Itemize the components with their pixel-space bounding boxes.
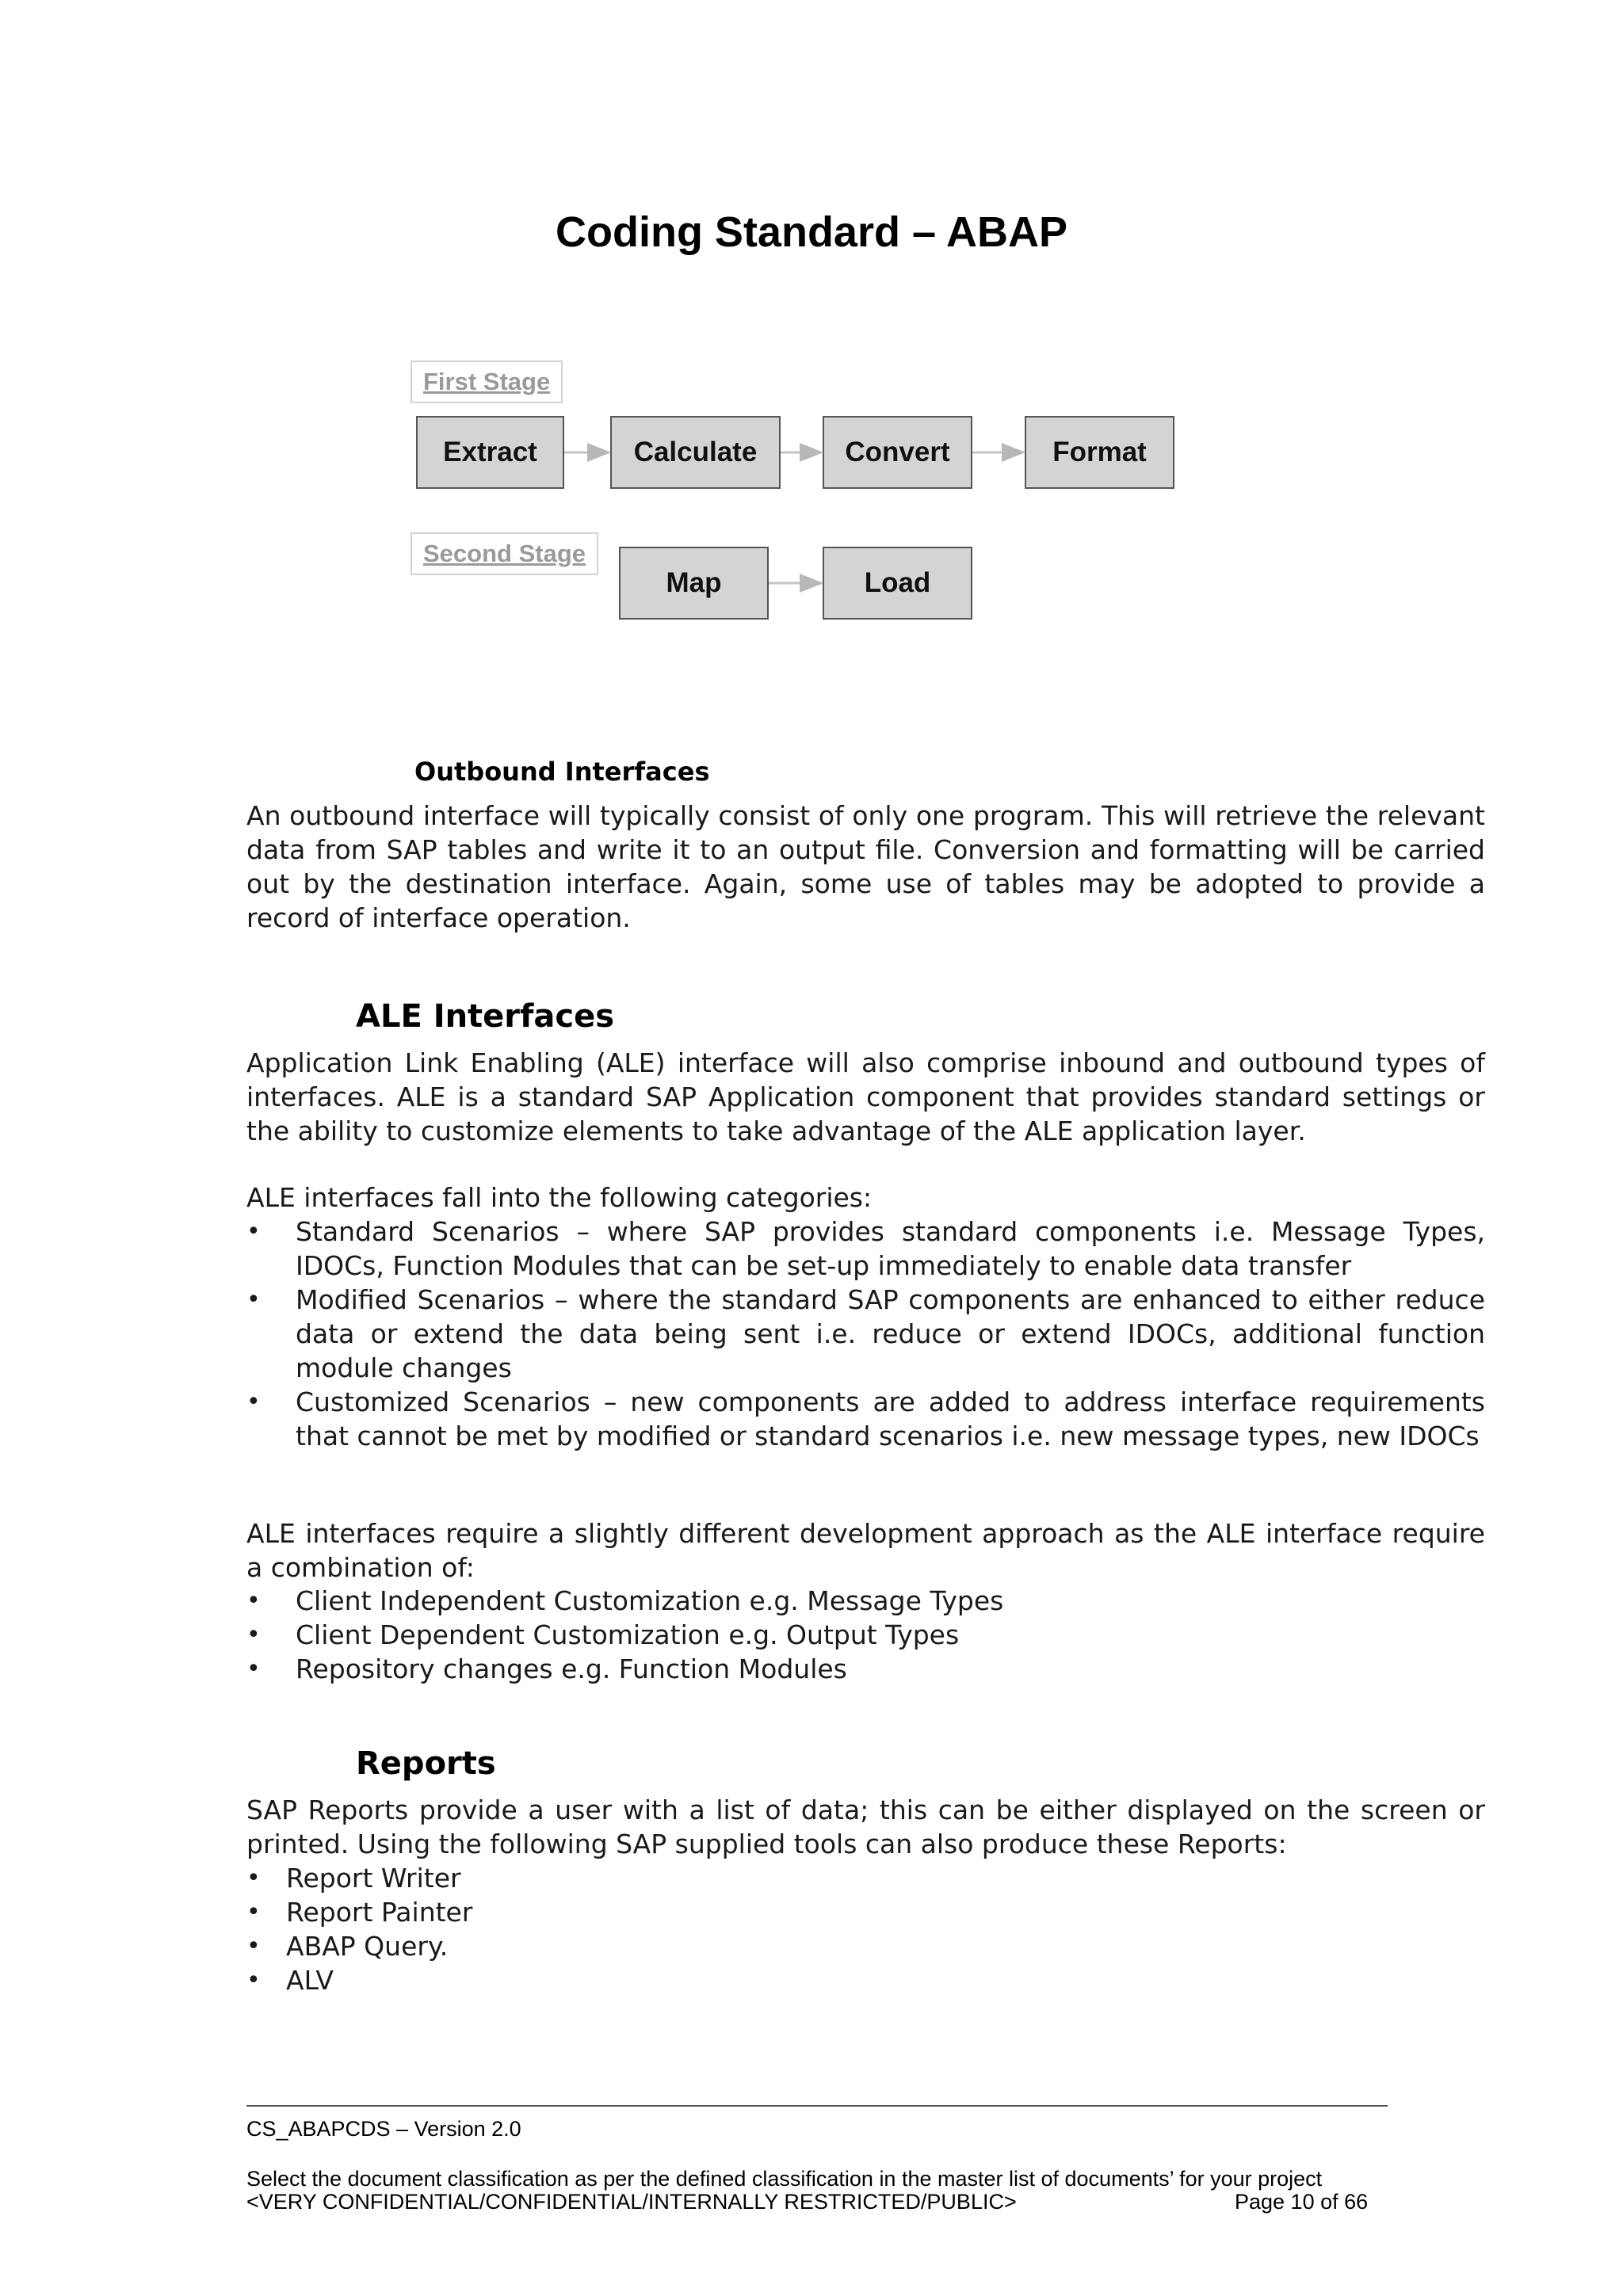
- bullet-icon: •: [246, 1864, 261, 1892]
- bullet-icon: •: [246, 1621, 261, 1649]
- list-item: • Repository changes e.g. Function Modules: [246, 1653, 847, 1684]
- list-item: • Report Painter: [246, 1897, 473, 1928]
- bullet-icon: •: [246, 1898, 261, 1926]
- reports-heading: Reports: [356, 1745, 496, 1782]
- footer-classification-options: <VERY CONFIDENTIAL/CONFIDENTIAL/INTERNALLY RESTRICTED/PUBLIC>: [246, 2190, 1017, 2214]
- list-item: • Report Writer: [246, 1863, 461, 1894]
- outbound-heading: Outbound Interfaces: [414, 757, 710, 787]
- step-map: Map: [619, 547, 769, 620]
- ale-categories-list: [246, 1215, 1485, 1453]
- diagram-arrows: [0, 0, 1623, 713]
- ale-intro-paragraph: Application Link Enabling (ALE) interface will also comprise inbound and outbound types of interfaces. ALE is a standard SAP Application component that provides standard settings or the ability to customize elements to take advantage of the ALE application layer.: [246, 1047, 1485, 1146]
- first-stage-label: First Stage: [411, 360, 563, 403]
- page-title: Coding Standard – ABAP: [555, 208, 1068, 256]
- list-item: • Client Independent Customization e.g. Message Types: [246, 1585, 1004, 1616]
- bullet-icon: •: [246, 1286, 261, 1314]
- reports-tools-list: [246, 1861, 1485, 1997]
- bullet-icon: •: [246, 1388, 261, 1416]
- step-calculate: Calculate: [610, 416, 781, 489]
- list-item: • Customized Scenarios – new components are added to address interface requirements that cannot be met by modified or standard scenarios i.e. new message types, new IDOCs: [246, 1386, 1485, 1451]
- list-item: • Modified Scenarios – where the standard SAP components are enhanced to either reduce data or extend the data being sent i.e. reduce or extend IDOCs, additional function module changes: [246, 1284, 1485, 1383]
- list-item: • ALV: [246, 1965, 334, 1996]
- step-load: Load: [823, 547, 972, 620]
- step-extract: Extract: [416, 416, 564, 489]
- footer-page-number: Page 10 of 66: [1235, 2190, 1369, 2214]
- step-convert: Convert: [823, 416, 972, 489]
- footer-divider: [246, 2105, 1388, 2107]
- bullet-icon: •: [246, 1655, 261, 1683]
- footer-classification-note: Select the document classification as per the defined classification in the master list of documents’ for your project: [246, 2167, 1323, 2191]
- bullet-icon: •: [246, 1218, 261, 1245]
- bullet-icon: •: [246, 1587, 261, 1615]
- second-stage-label: Second Stage: [411, 532, 598, 575]
- reports-paragraph: SAP Reports provide a user with a list of data; this can be either displayed on the screen or printed. Using the following SAP supplied tools can also produce these Reports:: [246, 1794, 1485, 1859]
- bullet-icon: •: [246, 1932, 261, 1960]
- footer-doc-version: CS_ABAPCDS – Version 2.0: [246, 2117, 521, 2141]
- list-item: • Client Dependent Customization e.g. Output Types: [246, 1619, 960, 1650]
- outbound-paragraph: An outbound interface will typically consist of only one program. This will retrieve the relevant data from SAP tables and write it to an output file. Conversion and formatting will be carried out by the destination interface. Again, some use of tables may be adopted to provide a record of interface operation.: [246, 800, 1485, 933]
- bullet-icon: •: [246, 1966, 261, 1994]
- list-item: • Standard Scenarios – where SAP provides standard components i.e. Message Types, IDOCs, Function Modules that can be set-up immediately to enable data transfer: [246, 1216, 1485, 1281]
- ale-approach-list: [246, 1584, 1485, 1686]
- list-item: • ABAP Query.: [246, 1931, 449, 1962]
- ale-approach-lead: ALE interfaces require a slightly different development approach as the ALE interface require a combination of:: [246, 1518, 1485, 1583]
- ale-categories-lead: ALE interfaces fall into the following categories:: [246, 1182, 873, 1213]
- step-format: Format: [1025, 416, 1174, 489]
- ale-heading: ALE Interfaces: [356, 998, 615, 1035]
